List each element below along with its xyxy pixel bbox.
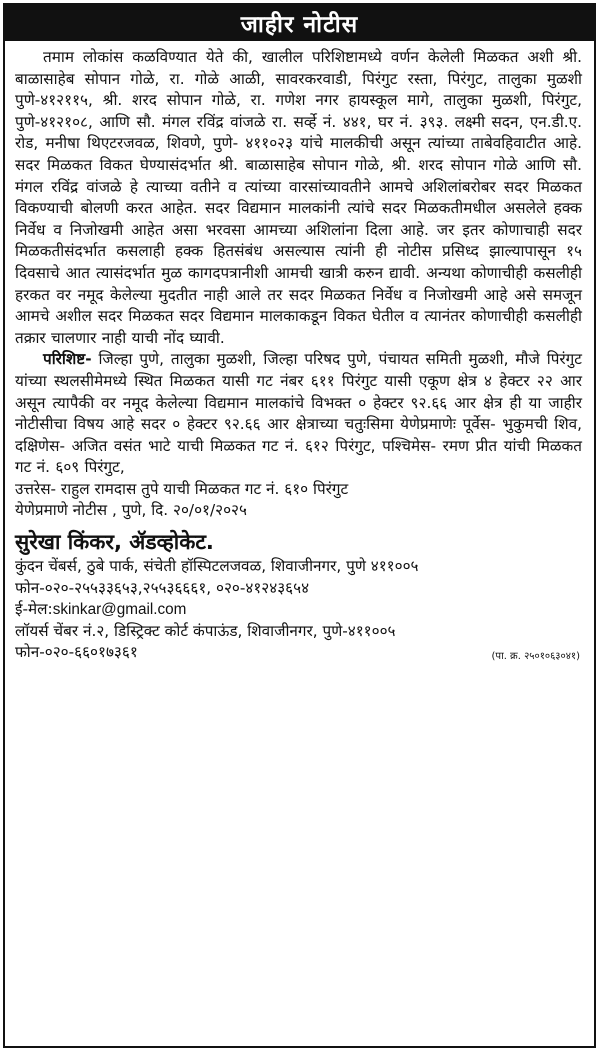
schedule-text: जिल्हा पुणे, तालुका मुळशी, जिल्हा परिषद पुणे, पंचायत समिती मुळशी, मौजे पिरंगुट यांच्या स्थलसीमेमध्ये स्थित मिळकत यासी गट नंबर ६११ पिरंगुट यासी एकूण क्षेत्र ४ हेक्टर २२ आर असून त्यापैकी वर नमूद केलेल्या विद्यमान मालकांचे विभक्त ० हेक्टर ९२.६६ आर क्षेत्र ही या जाहीर नोटीसीचा विषय आहे सदर ० हेक्टर ९२.६६ आर क्षेत्राच्या चतुःसिमा येणेप्रमाणेः पूर्वेस- भुकुमची शिव, दक्षिणेस- अजित वसंत भाटे याची मिळकत गट नं. ६१२ पिरंगुट, पश्चिमेस- रमण प्रीत यांची मिळकत गट नं. ६०९ पिरंगुट, [15, 350, 582, 477]
email-address: skinkar@gmail.com [52, 601, 187, 619]
phone-2: फोन-०२०-६६०१७३६१ [15, 643, 138, 662]
schedule-paragraph [15, 349, 582, 479]
address-1: कुंदन चेंबर्स, ठुबे पार्क, संचेती हॉस्पिटलजवळ, शिवाजीनगर, पुणे ४११००५ [15, 557, 419, 576]
address-2: लॉयर्स चेंबर नं.२, डिस्ट्रिक्ट कोर्ट कंपाऊंड, शिवाजीनगर, पुणे-४११००५ [15, 621, 396, 640]
notice-body [5, 41, 594, 664]
phone-1: फोन-०२०-२५५३३६५३,२५५३६६६१, ०२०-४१२४३६५४ [15, 578, 310, 597]
schedule-label: परिशिष्ट- [43, 350, 92, 369]
notice-date: येणेप्रमाणे नोटीस , पुणे, दि. २०/०१/२०२५ [15, 501, 247, 520]
north-boundary: उत्तरेस- राहुल रामदास तुपे याची मिळकत गट नं. ६१० पिरंगुट [15, 479, 349, 498]
advocate-name: सुरेखा किंकर, ॲडव्होकेट. [15, 530, 214, 555]
email-label: ई-मेल: [15, 600, 53, 619]
ref-number: (पा. क्र. २५०१०६३०४१) [491, 651, 580, 663]
notice-paragraph: तमाम लोकांस कळविण्यात येते की, खालील परिशिष्टामध्ये वर्णन केलेली मिळकत अशी श्री. बाळासाहेब सोपान गोळे, रा. गोळे आळी, सावरकरवाडी, पिरंगुट रस्ता, पिरंगुट, तालुका मुळशी पुणे-४१२११५, श्री. शरद सोपान गोळे, रा. गणेश नगर हायस्कूल मागे, तालुका मुळशी, पिरंगुट, पुणे-४१२१०८, आणि सौ. मंगल रविंद्र वांजळे रा. सर्व्हे नं. ४४१, घर नं. ३९३. लक्ष्मी सदन, एन.डी.ए. रोड, मनीषा थिएटरजवळ, शिवणे, पुणे- ४११०२३ यांचे मालकीची असून त्यांच्या ताबेवहिवाटीत आहे. सदर मिळकत विकत घेण्यासंदर्भात श्री. बाळासाहेब सोपान गोळे, श्री. शरद सोपान गोळे आणि सौ. मंगल रविंद्र वांजळे हे त्याच्या वतीने व त्यांच्या वारसांच्यावतीने आमचे अशिलांबरोबर सदर मिळकत विकण्याची बोलणी करत आहेत. सदर विद्यमान मालकांनी त्यांचे सदर मिळकतीमधील असलेले हक्क निर्वेध व निजोखमी आहेत असा भरवसा आमच्या अशिलांना दिला आहे. जर इतर कोणाचाही सदर मिळकतीसंदर्भात कसलाही हक्क हितसंबंध असल्यास त्यांनी ही नोटीस प्रसिध्द झाल्यापासून १५ दिवसाचे आत त्यासंदर्भात मुळ कागदपत्रानीशी आमची खात्री करुन द्यावी. अन्यथा कोणाचीही कसलीही हरकत वर नमूद केलेल्या मुदतीत नाही आले तर सदर मिळकत निर्वेध व निजोखमी आहे असे समजून आमचे अशील सदर मिळकत सदर विद्यमान मालकाकडून विकत घेतील व त्यानंतर कोणाचीही कसलीही तक्रार चालणार नाही याची नोंद घ्यावी. [15, 48, 582, 347]
public-notice [3, 3, 596, 1048]
notice-title: जाहीर नोटीस [5, 5, 594, 41]
footer-row [15, 642, 582, 664]
email-line [15, 599, 582, 621]
